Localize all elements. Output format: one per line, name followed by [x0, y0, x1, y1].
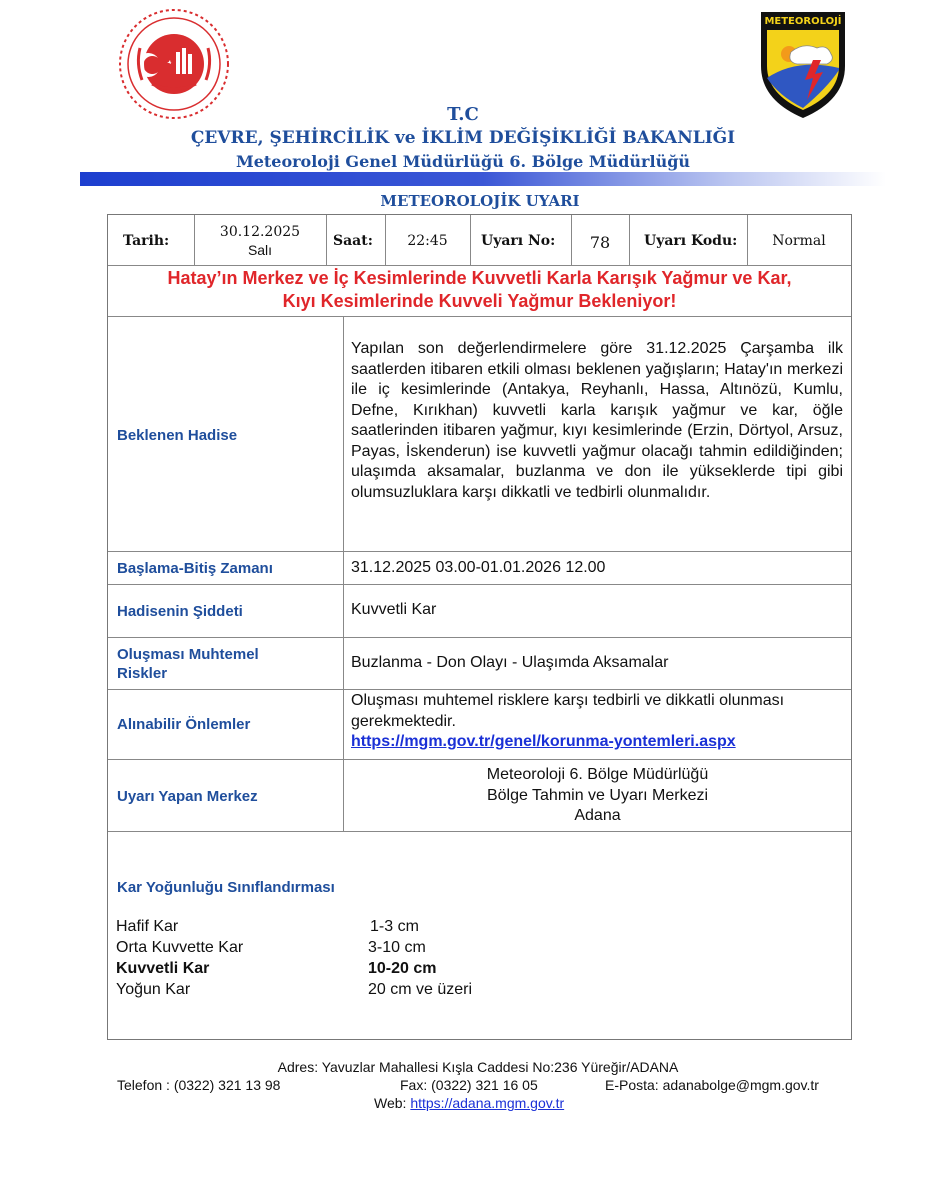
date-label: Tarih:: [123, 233, 170, 249]
footer-address: Adres: Yavuzlar Mahallesi Kışla Caddesi No:236 Yüreğir/ADANA: [277, 1059, 679, 1075]
day-text: Salı: [247, 242, 273, 258]
headline-line-1: Hatay’ın Merkez ve İç Kesimlerinde Kuvvetli Karla Karışık Yağmur ve Kar,: [167, 268, 792, 288]
document-title: METEOROLOJİK UYARI: [380, 192, 580, 210]
warning-no-value: 78: [589, 233, 611, 252]
risks-text: Buzlanma - Don Olayı - Ulaşımda Aksamalar: [351, 654, 669, 671]
row-divider: [108, 759, 851, 760]
snow-class-amount: 1-3 cm: [370, 918, 419, 935]
snow-class-amount: 3-10 cm: [368, 939, 426, 956]
warning-headline: [108, 267, 851, 313]
warning-code-label: Uyarı Kodu:: [644, 233, 738, 249]
col-divider: [629, 215, 630, 265]
header-gradient-bar: [80, 172, 886, 186]
directorate-heading: Meteoroloji Genel Müdürlüğü 6. Bölge Müdürlüğü: [235, 152, 691, 171]
time-label: Saat:: [333, 233, 373, 249]
snow-class-name: Orta Kuvvette Kar: [116, 939, 244, 956]
headline-line-2: Kıyı Kesimlerinde Kuvveli Yağmur Bekleniyor!: [282, 291, 677, 311]
row-divider: [108, 265, 851, 266]
warning-no-label: Uyarı No:: [481, 233, 556, 249]
row-divider: [108, 584, 851, 585]
expected-event-text: Yapılan son değerlendirmelere göre 31.12.2025 Çarşamba ilk saatlerden itibaren etkili olması beklenen yağışların; Hatay'ın merkezi ile iç kesimlerinde (Antakya, Reyhanlı, Hassa, Altınözü, Kumlu, Defne, Kırıkhan) kuvvetli karla karışık yağmur ve kar, öğle saatlerinden itibaren yağmur, kıyı kesimlerinde (Erzin, Dörtyol, Arsuz, Payas, İskenderun) ise kuvvetli yağmur olacağı tahmin edildiğinden; ulaşımda aksamalar, buzlanma ve don ile yükseklerde tipi gibi olumsuzluklara karşı dikkatli ve tedbirli olunmalıdır.: [351, 340, 843, 501]
tc-heading: T.C: [447, 104, 479, 125]
severity-text: Kuvvetli Kar: [351, 601, 437, 618]
risks-label-line-2: Riskler: [117, 665, 168, 682]
snow-class-amount: 10-20 cm: [368, 960, 437, 977]
issuer-line-3: Adana: [574, 807, 621, 824]
warning-table: [107, 214, 852, 1040]
time-range-label: Başlama-Bitiş Zamanı: [117, 560, 273, 577]
row-divider: [108, 551, 851, 552]
date-value: [194, 223, 326, 259]
issuer-line-1: Meteoroloji 6. Bölge Müdürlüğü: [486, 766, 709, 783]
warning-code-value: Normal: [772, 233, 826, 249]
meteoroloji-logo-text: METEOROLOJİ: [764, 16, 842, 27]
snow-classification-title: Kar Yoğunluğu Sınıflandırması: [117, 879, 335, 896]
footer-web-link[interactable]: https://adana.mgm.gov.tr: [410, 1095, 565, 1111]
col-divider: [326, 215, 327, 265]
snow-class-amount: 20 cm ve üzeri: [368, 981, 473, 998]
precautions-text: Oluşması muhtemel risklere karşı tedbirli ve dikkatli olunması gerekmektedir.: [351, 692, 785, 730]
date-text: 30.12.2025: [219, 224, 301, 240]
precautions-link[interactable]: https://mgm.gov.tr/genel/korunma-yontemleri.aspx: [351, 733, 736, 750]
footer-phone: Telefon : (0322) 321 13 98: [117, 1077, 281, 1093]
issuer-block: [344, 765, 851, 827]
snow-class-name: Yoğun Kar: [116, 981, 191, 998]
footer-email: E-Posta: adanabolge@mgm.gov.tr: [605, 1077, 819, 1093]
footer-web-label: Web:: [374, 1095, 407, 1111]
row-divider: [108, 689, 851, 690]
row-divider: [108, 637, 851, 638]
issuer-line-2: Bölge Tahmin ve Uyarı Merkezi: [486, 786, 709, 804]
severity-label: Hadisenin Şiddeti: [117, 603, 243, 620]
col-divider: [343, 316, 344, 831]
issuer-label: Uyarı Yapan Merkez: [117, 788, 258, 805]
col-divider: [470, 215, 471, 265]
time-range-text: 31.12.2025 03.00-01.01.2026 12.00: [351, 559, 606, 576]
snow-class-name: Kuvvetli Kar: [116, 960, 210, 977]
precautions-label: Alınabilir Önlemler: [117, 716, 251, 733]
ministry-heading: ÇEVRE, ŞEHİRCİLİK ve İKLİM DEĞİŞİKLİĞİ BAKANLIĞI: [190, 128, 736, 148]
snow-class-name: Hafif Kar: [116, 918, 179, 935]
expected-event-label: Beklenen Hadise: [117, 427, 238, 444]
time-value: 22:45: [407, 233, 448, 249]
footer-web: [374, 1095, 564, 1111]
precautions-block: [351, 691, 843, 753]
risks-label: [117, 645, 259, 683]
row-divider: [108, 316, 851, 317]
risks-label-line-1: Oluşması Muhtemel: [117, 646, 259, 663]
footer-fax: Fax: (0322) 321 16 05: [400, 1077, 538, 1093]
row-divider: [108, 831, 851, 832]
